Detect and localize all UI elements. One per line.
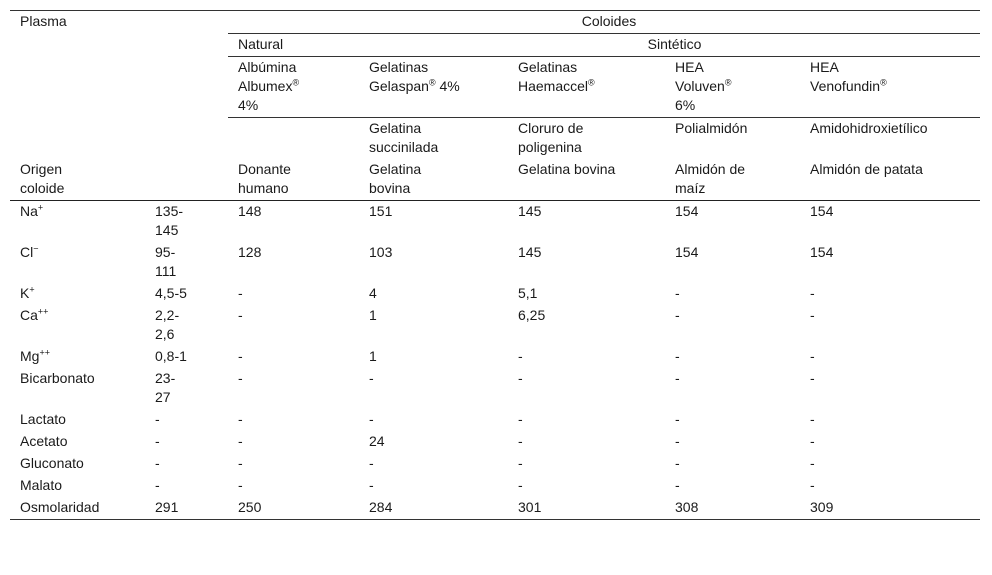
cell-value: 154 [675, 244, 699, 260]
product-concentration: 4% [238, 97, 259, 113]
cell-value: 154 [810, 203, 834, 219]
value-cell [228, 431, 359, 453]
value-cell [665, 201, 800, 243]
colloid-origin-text: Donante [238, 161, 291, 177]
plasma-value-cell [145, 453, 228, 475]
cell-value: - [810, 307, 815, 323]
cell-value: 128 [238, 244, 262, 260]
value-cell [359, 283, 508, 305]
product-family: HEA [810, 59, 839, 75]
cell-value: 1 [369, 307, 377, 323]
cell-value: - [675, 307, 680, 323]
colloid-origin-cell [508, 159, 665, 201]
cell-value: 154 [810, 244, 834, 260]
cell-value: - [810, 433, 815, 449]
row-label: Ca [20, 307, 38, 323]
value-cell [800, 283, 980, 305]
colloid-type-cell [359, 118, 508, 160]
row-label-cell [10, 368, 145, 409]
product-concentration: 6% [675, 97, 696, 113]
cell-value: 4 [369, 285, 377, 301]
table-row [10, 283, 980, 305]
value-cell [228, 346, 359, 368]
value-cell [665, 453, 800, 475]
product-family: Gelatinas [518, 59, 578, 75]
row-label: Mg [20, 348, 40, 364]
colloid-type-text: poligenina [518, 139, 582, 155]
coloides-header [228, 11, 980, 34]
row-label: Malato [20, 477, 63, 493]
cell-value: 284 [369, 499, 393, 515]
cell-value: - [518, 433, 523, 449]
product-brand-name: Gelaspan [369, 78, 429, 94]
row-label: K [20, 285, 30, 301]
table-row [10, 453, 980, 475]
value-cell [228, 497, 359, 520]
plasma-value: 2,2- [155, 307, 180, 323]
row-label-cell [10, 305, 145, 346]
cell-value: - [238, 370, 243, 386]
cell-value: - [369, 455, 374, 471]
value-cell [665, 475, 800, 497]
plasma-value: 135- [155, 203, 184, 219]
value-cell [800, 242, 980, 283]
row-label-cell [10, 475, 145, 497]
colloid-origin-cell [800, 159, 980, 201]
cell-value: 309 [810, 499, 834, 515]
value-cell [228, 409, 359, 431]
cell-value: - [238, 285, 243, 301]
product-brand-name: Voluven [675, 78, 725, 94]
value-cell [800, 497, 980, 520]
cell-value: 1 [369, 348, 377, 364]
row-label: Lactato [20, 411, 66, 427]
cell-value: - [675, 455, 680, 471]
ion-charge: ++ [39, 347, 50, 358]
table-row [10, 431, 980, 453]
value-cell [508, 409, 665, 431]
value-cell [665, 409, 800, 431]
product-name-cell [508, 57, 665, 118]
cell-value: - [518, 411, 523, 427]
product-brand [518, 77, 665, 96]
value-cell [228, 283, 359, 305]
value-cell [228, 368, 359, 409]
table-row [10, 242, 980, 283]
plasma-value: - [155, 433, 160, 449]
cell-value: - [675, 370, 680, 386]
plasma-value: 4,5-5 [155, 285, 187, 301]
cell-value: - [675, 477, 680, 493]
cell-value: 301 [518, 499, 542, 515]
plasma-value: 23- [155, 370, 176, 386]
table-row [10, 201, 980, 243]
colloid-origin-text: Gelatina bovina [518, 161, 616, 177]
cell-value: - [238, 433, 243, 449]
coloides-label: Coloides [581, 13, 637, 29]
value-cell [228, 475, 359, 497]
ion-charge: + [29, 284, 35, 295]
value-cell [508, 201, 665, 243]
table-row [10, 409, 980, 431]
cell-value: - [238, 455, 243, 471]
colloid-origin-cell [359, 159, 508, 201]
value-cell [800, 453, 980, 475]
colloid-origin-text: Gelatina [369, 161, 422, 177]
colloid-type-text: Polialmidón [675, 120, 748, 136]
cell-value: - [518, 455, 523, 471]
row-label-cell [10, 497, 145, 520]
plasma-value: 145 [155, 222, 179, 238]
sintetico-header [359, 34, 980, 57]
colloid-type-cell [508, 118, 665, 160]
cell-value: - [238, 307, 243, 323]
value-cell [665, 368, 800, 409]
value-cell [508, 453, 665, 475]
cell-value: - [810, 370, 815, 386]
plasma-value: 111 [155, 263, 177, 279]
plasma-value: 27 [155, 389, 171, 405]
plasma-value-cell [145, 346, 228, 368]
product-name-cell [359, 57, 508, 118]
plasma-header-cell [10, 11, 228, 201]
colloid-origin-text: humano [238, 180, 289, 196]
cell-value: - [675, 348, 680, 364]
plasma-value-cell [145, 475, 228, 497]
value-cell [359, 453, 508, 475]
value-cell [508, 283, 665, 305]
table-row [10, 305, 980, 346]
natural-label: Natural [238, 36, 284, 52]
value-cell [228, 201, 359, 243]
colloid-type-text: Gelatina [369, 120, 422, 136]
plasma-value-cell [145, 201, 228, 243]
value-cell [508, 497, 665, 520]
row-label: Cl [20, 244, 34, 260]
value-cell [359, 497, 508, 520]
origen-coloide-label [20, 160, 64, 198]
table-row [10, 497, 980, 520]
natural-header [228, 34, 359, 57]
value-cell [508, 368, 665, 409]
header-row-coloides [10, 11, 980, 34]
cell-value: 145 [518, 203, 542, 219]
value-cell [800, 346, 980, 368]
value-cell [800, 201, 980, 243]
cell-value: - [238, 477, 243, 493]
cell-value: - [675, 285, 680, 301]
row-label-cell [10, 201, 145, 243]
cell-value: 145 [518, 244, 542, 260]
colloid-type-text: Amidohidroxietílico [810, 120, 928, 136]
colloid-origin-text: Almidón de patata [810, 161, 923, 177]
cell-value: - [238, 411, 243, 427]
value-cell [359, 201, 508, 243]
plasma-value-cell [145, 305, 228, 346]
product-family: HEA [675, 59, 704, 75]
plasma-value-cell [145, 497, 228, 520]
plasma-value: 95- [155, 244, 176, 260]
cell-value: - [518, 370, 523, 386]
value-cell [228, 242, 359, 283]
colloid-origin-text: bovina [369, 180, 411, 196]
value-cell [665, 497, 800, 520]
value-cell [508, 305, 665, 346]
registered-mark: ® [724, 77, 732, 88]
value-cell [359, 242, 508, 283]
plasma-value: 0,8-1 [155, 348, 187, 364]
product-brand-name: Venofundin [810, 78, 881, 94]
row-label: Gluconato [20, 455, 84, 471]
registered-mark: ® [588, 77, 595, 88]
value-cell [665, 431, 800, 453]
cell-value: 5,1 [518, 285, 538, 301]
registered-mark: ® [428, 77, 436, 88]
cell-value: - [810, 348, 815, 364]
product-brand [810, 77, 980, 96]
cell-value: - [675, 433, 680, 449]
value-cell [359, 475, 508, 497]
plasma-value: - [155, 477, 160, 493]
cell-value: 308 [675, 499, 699, 515]
value-cell [359, 305, 508, 346]
value-cell [665, 346, 800, 368]
product-family: Gelatinas [369, 59, 429, 75]
coloide-line: coloide [20, 180, 65, 196]
colloid-type-cell [665, 118, 800, 160]
cell-value: - [369, 477, 374, 493]
value-cell [359, 409, 508, 431]
row-label-cell [10, 453, 145, 475]
value-cell [800, 431, 980, 453]
cell-value: 250 [238, 499, 262, 515]
plasma-value-cell [145, 431, 228, 453]
cell-value: 103 [369, 244, 393, 260]
registered-mark: ® [880, 77, 887, 88]
row-label: Acetato [20, 433, 68, 449]
product-brand-suffix: 4% [435, 78, 460, 94]
colloid-origin-cell [228, 159, 359, 201]
cell-value: - [810, 411, 815, 427]
plasma-value: - [155, 455, 160, 471]
value-cell [665, 242, 800, 283]
colloid-type-cell [800, 118, 980, 160]
value-cell [359, 346, 508, 368]
sintetico-label: Sintético [647, 36, 702, 52]
product-brand [369, 77, 508, 96]
product-brand [238, 77, 359, 96]
row-label: Na [20, 203, 38, 219]
value-cell [665, 305, 800, 346]
plasma-header: Plasma [20, 13, 67, 29]
cell-value: 24 [369, 433, 385, 449]
cell-value: - [518, 477, 523, 493]
table-row [10, 368, 980, 409]
table-row [10, 475, 980, 497]
colloid-composition-table [10, 10, 980, 520]
cell-value: - [810, 285, 815, 301]
product-family: Albúmina [238, 59, 297, 75]
value-cell [800, 409, 980, 431]
ion-charge: + [37, 202, 44, 213]
row-label: Osmolaridad [20, 499, 100, 515]
value-cell [508, 242, 665, 283]
plasma-value-cell [145, 242, 228, 283]
plasma-value-cell [145, 283, 228, 305]
cell-value: - [675, 411, 680, 427]
cell-value: 6,25 [518, 307, 546, 323]
cell-value: - [518, 348, 523, 364]
origen-line: Origen [20, 161, 63, 177]
plasma-value-cell [145, 368, 228, 409]
plasma-value: 2,6 [155, 326, 175, 342]
row-label-cell [10, 409, 145, 431]
cell-value: - [810, 455, 815, 471]
value-cell [800, 305, 980, 346]
plasma-value: - [155, 411, 160, 427]
colloid-origin-cell [665, 159, 800, 201]
product-name-cell [665, 57, 800, 118]
row-label-cell [10, 346, 145, 368]
value-cell [665, 283, 800, 305]
product-name-cell [228, 57, 359, 118]
cell-value: 151 [369, 203, 393, 219]
cell-value: 154 [675, 203, 699, 219]
ion-charge: ++ [37, 306, 49, 317]
table-body [10, 201, 980, 520]
cell-value: - [810, 477, 815, 493]
value-cell [800, 475, 980, 497]
cell-value: 148 [238, 203, 262, 219]
ion-charge: − [33, 243, 39, 254]
row-label-cell [10, 431, 145, 453]
table-row [10, 346, 980, 368]
row-label-cell [10, 242, 145, 283]
cell-value: - [238, 348, 243, 364]
value-cell [359, 431, 508, 453]
cell-value: - [369, 370, 374, 386]
row-label-cell [10, 283, 145, 305]
colloid-type-cell [228, 118, 359, 160]
plasma-value: 291 [155, 499, 179, 515]
colloid-type-text: succinilada [369, 139, 439, 155]
value-cell [508, 346, 665, 368]
cell-value: - [369, 411, 374, 427]
colloid-origin-text: maíz [675, 180, 706, 196]
registered-mark: ® [292, 77, 300, 88]
product-brand [675, 77, 800, 96]
value-cell [228, 305, 359, 346]
value-cell [800, 368, 980, 409]
product-brand-name: Albumex [238, 78, 293, 94]
row-label: Bicarbonato [20, 370, 95, 386]
value-cell [228, 453, 359, 475]
colloid-type-text: Cloruro de [518, 120, 584, 136]
product-name-cell [800, 57, 980, 118]
value-cell [508, 431, 665, 453]
plasma-value-cell [145, 409, 228, 431]
colloid-origin-text: Almidón de [675, 161, 746, 177]
product-brand-name: Haemaccel [518, 78, 589, 94]
value-cell [359, 368, 508, 409]
value-cell [508, 475, 665, 497]
